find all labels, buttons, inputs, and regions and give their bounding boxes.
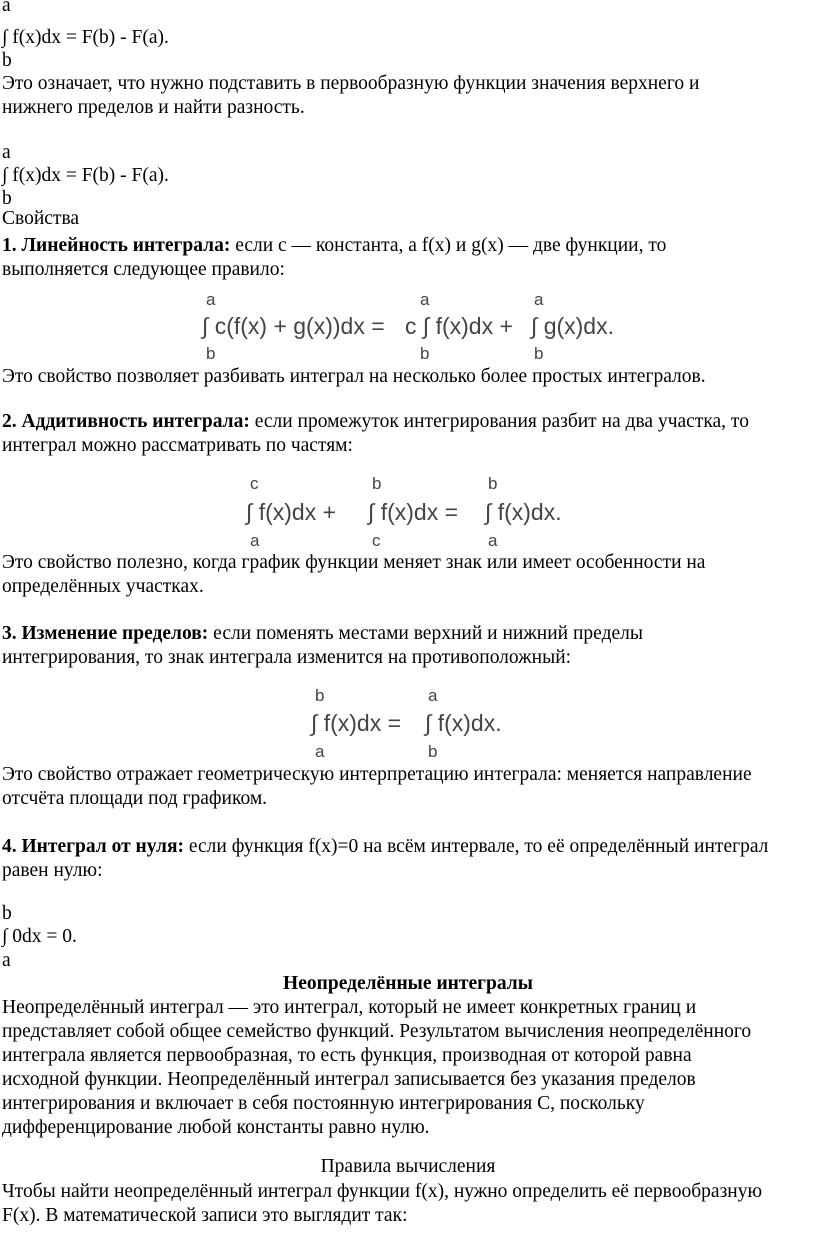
property1-text-1: если c — константа, а f(x) и g(x) — две функции, то	[230, 235, 667, 256]
property4-line-1	[2, 835, 768, 859]
property1-lower-3: b	[534, 344, 544, 363]
property1-formula-part-3: ∫ g(x)dx.	[531, 313, 614, 339]
property2-formula-part-2: ∫ f(x)dx =	[368, 499, 459, 525]
explanation-line-1: Это означает, что нужно подставить в первообразную функции значения верхнего и	[2, 73, 700, 94]
property3-note-2: отсчёта площади под графиком.	[2, 788, 268, 809]
property3-lower-2: b	[428, 742, 438, 761]
rules-heading: Правила вычисления	[320, 1156, 496, 1177]
property1-title: 1. Линейность интеграла:	[2, 235, 231, 256]
property3-upper-2: a	[428, 686, 438, 705]
property2-title: 2. Аддитивность интеграла:	[2, 411, 250, 432]
rules-line-1: Чтобы найти неопределённый интеграл функции f(x), нужно определить её первообразную	[2, 1181, 763, 1202]
property2-formula-part-1: ∫ f(x)dx +	[246, 499, 337, 525]
property1-upper-1: a	[206, 290, 216, 309]
property2-lower-2: c	[372, 531, 381, 550]
property3-title: 3. Изменение пределов:	[2, 623, 209, 644]
formula1-lower-limit: b	[2, 50, 12, 71]
indefinite-line-2: представляет собой общее семейство функций. Результатом вычисления неопределённого	[2, 1021, 752, 1042]
indefinite-line-4: исходной функции. Неопределённый интеграл записывается без указания пределов	[2, 1069, 696, 1090]
property1-formula-part-2: c ∫ f(x)dx +	[405, 313, 513, 339]
property2-upper-3: b	[488, 474, 498, 493]
property4-upper-limit: b	[2, 903, 12, 924]
indefinite-line-1: Неопределённый интеграл — это интеграл, который не имеет конкретных границ и	[2, 997, 697, 1018]
properties-heading: Свойства	[2, 208, 80, 229]
formula2-lower-limit: b	[2, 188, 12, 209]
property2-line-1	[2, 410, 749, 434]
property1-upper-2: a	[420, 290, 430, 309]
formula2-upper-limit: a	[2, 142, 11, 163]
property3-formula-part-1: ∫ f(x)dx =	[311, 710, 402, 736]
property4-expression: ∫ 0dx = 0.	[2, 926, 77, 947]
property4-title: 4. Интеграл от нуля:	[2, 836, 185, 857]
property2-text-1: если промежуток интегрирования разбит на два участка, то	[249, 411, 749, 432]
property2-upper-2: b	[372, 474, 382, 493]
property1-upper-3: a	[534, 290, 544, 309]
property2-text-2: интеграл можно рассматривать по частям:	[2, 435, 353, 456]
property3-upper-1: b	[315, 686, 325, 705]
property1-lower-2: b	[420, 344, 430, 363]
indefinite-line-3: интеграла является первообразная, то есть функция, производная от которой равна	[2, 1045, 692, 1066]
property1-line-1	[2, 234, 666, 258]
property1-lower-1: b	[206, 344, 216, 363]
property1-text-2: выполняется следующее правило:	[2, 259, 285, 280]
property2-note-2: определённых участках.	[2, 576, 204, 597]
explanation-line-2: нижнего пределов и найти разность.	[2, 97, 305, 118]
property3-lower-1: a	[315, 742, 325, 761]
property3-text-1: если поменять местами верхний и нижний пределы	[208, 623, 643, 644]
property3-note-1: Это свойство отражает геометрическую интерпретацию интеграла: меняется направление	[2, 764, 752, 785]
property2-note-1: Это свойство полезно, когда график функции меняет знак или имеет особенности на	[2, 552, 706, 573]
indefinite-heading: Неопределённые интегралы	[283, 973, 533, 994]
property4-lower-limit: a	[2, 950, 11, 971]
property2-lower-1: a	[250, 531, 260, 550]
indefinite-line-6: дифференцирование любой константы равно нулю.	[2, 1117, 430, 1138]
formula2-expression: ∫ f(x)dx = F(b) - F(a).	[2, 165, 169, 186]
property2-formula-part-3: ∫ f(x)dx.	[485, 499, 562, 525]
property2-lower-3: a	[488, 531, 498, 550]
rules-line-2: F(x). В математической записи это выглядит так:	[2, 1205, 408, 1226]
property1-note: Это свойство позволяет разбивать интеграл на несколько более простых интегралов.	[2, 366, 706, 387]
property3-line-1	[2, 622, 643, 646]
property4-text-1: если функция f(x)=0 на всём интервале, то её определённый интеграл	[184, 836, 769, 857]
formula1-upper-limit: a	[2, 0, 11, 16]
property2-upper-1: c	[250, 474, 259, 493]
property4-text-2: равен нулю:	[2, 860, 103, 881]
formula1-expression: ∫ f(x)dx = F(b) - F(a).	[2, 27, 169, 48]
property3-formula-part-2: ∫ f(x)dx.	[425, 710, 502, 736]
property1-formula-part-1: ∫ c(f(x) + g(x))dx =	[202, 313, 385, 339]
indefinite-line-5: интегрирования и включает в себя постоянную интегрирования C, поскольку	[2, 1093, 645, 1114]
property3-text-2: интегрирования, то знак интеграла изменится на противоположный:	[2, 647, 572, 668]
